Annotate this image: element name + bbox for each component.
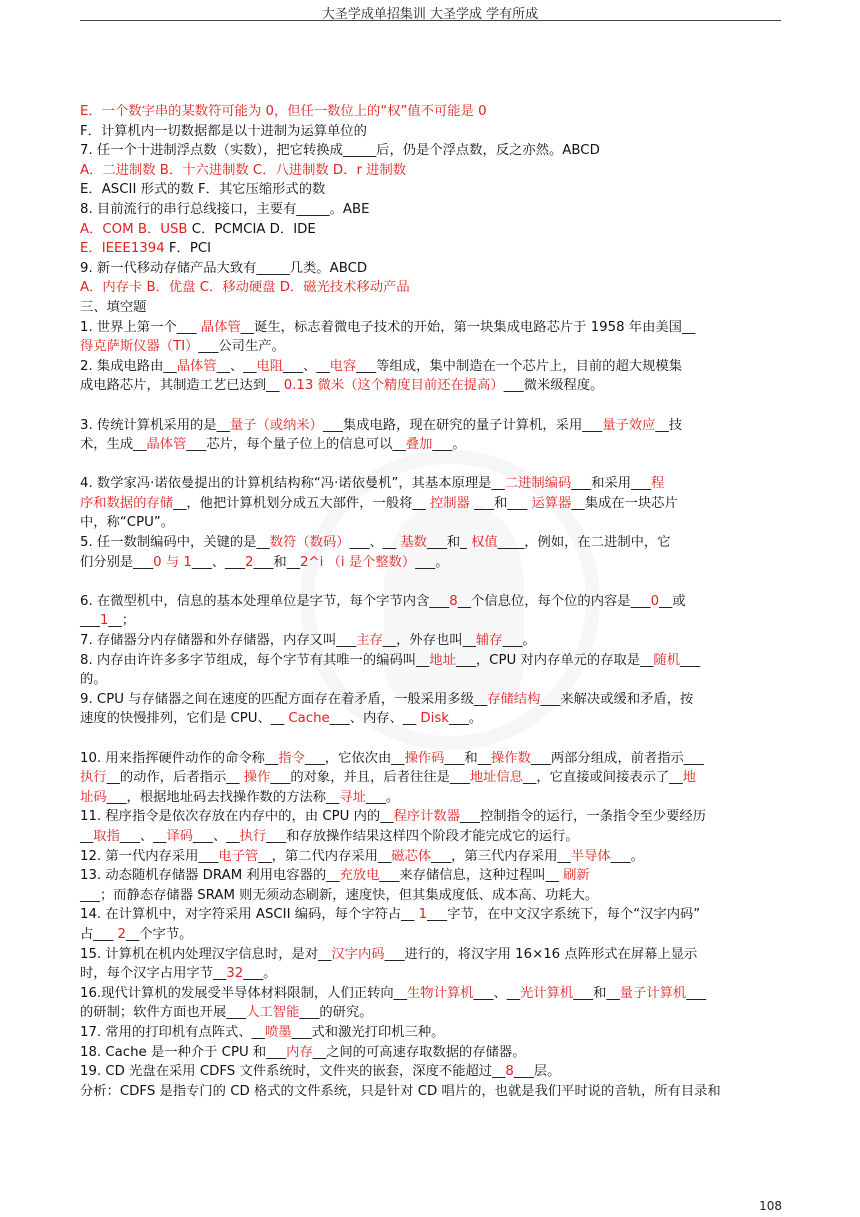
text-line [80,298,782,318]
text-line [80,847,782,867]
question-text: 中，称“CPU”。 [80,515,174,531]
question-text: ___、__ [283,358,330,374]
question-text: 们分别是___ [80,554,154,570]
answer-text: Disk [420,711,449,727]
question-text: __个字节。 [125,926,193,942]
answer-text: 得克萨斯仪器（TI） [80,339,199,355]
answer-text: 人工智能 [246,1005,300,1021]
question-text: 8. 目前流行的串行总线接口，主要有_____。ABE [80,201,370,217]
question-text: 9. CPU 与存储器之间在速度的匹配方面存在着矛盾，一般采用多级__ [80,691,488,707]
answer-text: 刷新 [563,868,590,884]
question-text: ___ [80,613,100,629]
blank-line [80,455,782,475]
answer-text: 晶体管 [176,358,217,374]
answer-text: 运算器 [531,495,572,511]
text-line [80,357,782,377]
question-text: ___两部分组成，前者指示___ [530,750,704,766]
blank-line [80,729,782,749]
answer-text: 地 [682,770,696,786]
question-text: F．计算机内一切数据都是以十进制为运算单位的 [80,123,367,139]
text-line [80,768,782,788]
answer-text: 2 [117,926,126,942]
question-text: ___，CPU 对内存单元的存取是__ [455,652,654,668]
answer-text: 磁芯体 [391,848,432,864]
question-text: __之间的可高速存取数据的存储器。 [312,1044,526,1060]
question-text: 3. 传统计算机采用的是__ [80,417,230,433]
text-line [80,259,782,279]
question-text: ___和___ [469,495,532,511]
text-line [80,592,782,612]
question-text: ___公司生产。 [198,339,285,355]
question-text: 7. 任一个十进制浮点数（实数），把它转换成_____后，仍是个浮点数，反之亦然。ABCD [80,143,600,159]
question-text: __，外存也叫__ [382,633,476,649]
question-text: ___，根据地址码去找操作数的方法称__ [106,789,340,805]
answer-text: 0.13 微米（这个精度目前还在提高） [283,378,504,394]
answer-text: 汉字内码 [331,946,385,962]
question-text: __的动作，后者指示__ [106,770,244,786]
question-text: 术，生成__ [80,437,147,453]
question-text: ___和__ [253,554,301,570]
question-text: ___。 [365,789,400,805]
text-line [80,1043,782,1063]
question-text: ___ [680,652,700,668]
question-text: 6. 在微型机中，信息的基本处理单位是字节，每个字节内含___ [80,593,450,609]
text-line [80,1082,782,1102]
answer-text: 执行 [80,770,107,786]
text-line [80,435,782,455]
question-text: ___进行的，将汉字用 16×16 点阵形式在屏幕上显示 [384,946,698,962]
question-text: ___。 [243,966,277,982]
text-line [80,122,782,142]
question-text: E．ASCII 形式的数 F．其它压缩形式的数 [80,182,326,198]
text-line [80,827,782,847]
answer-text: 电子管 [218,848,259,864]
question-text: ___的研究。 [299,1005,373,1021]
question-text: 5. 任一数制编码中，关键的是__ [80,535,270,551]
question-text: __，第二代内存采用__ [258,848,392,864]
question-text: __个信息位，每个位的内容是___ [457,593,651,609]
answer-text: 二进制编码 [504,476,572,492]
question-text: 三、填空题 [80,299,147,315]
text-line [80,749,782,769]
question-text: ___芯片，每个量子位上的信息可以__ [186,437,406,453]
question-text: 1. 世界上第一个___ [80,319,201,335]
answer-text: A．内存卡 B．优盘 C．移动硬盘 D．磁光技术移动产品 [80,280,410,296]
question-text: ___式和激光打印机三种。 [291,1024,445,1040]
question-text: 速度的快慢排列，它们是 CPU、__ [80,711,289,727]
question-text: F．PCI [168,241,212,257]
question-text: __或 [659,593,686,609]
answer-text: 1 [418,907,428,923]
answer-text: 控制器 [429,495,470,511]
answer-text: 电容 [329,358,357,374]
text-line [80,318,782,338]
answer-text: 内存 [286,1044,313,1060]
text-line [80,141,782,161]
text-line [80,553,782,573]
answer-text: 指令 [278,750,305,766]
answer-text: 数符（数码） [269,535,350,551]
question-text: 19. CD 光盘在采用 CDFS 文件系统时，文件夹的嵌套，深度不能超过__ [80,1064,506,1080]
question-text: ___字节，在中文汉字系统下，每个“汉字内码” [427,907,701,923]
answer-text: 0 [650,593,660,609]
question-text: ___、__ [193,828,240,844]
answer-text: 随机 [653,652,681,668]
answer-text: 译码 [166,828,194,844]
question-text: ___、__ [349,535,401,551]
question-text: ___ [686,985,707,1001]
question-text: 的研制；软件方面也开展___ [80,1005,247,1021]
answer-text: 光计算机 [520,985,574,1001]
text-line [80,964,782,984]
text-line [80,161,782,181]
question-text: 13. 动态随机存储器 DRAM 利用电容器的__ [80,868,340,884]
page-number: 108 [759,1199,782,1213]
header-rule [80,20,781,21]
text-line [80,102,782,122]
blank-line [80,572,782,592]
question-text: 17. 常用的打印机有点阵式、__ [80,1024,265,1040]
text-line [80,945,782,965]
answer-text: 电阻 [256,358,284,374]
question-text: ___来存储信息，这种过程叫__ [379,868,564,884]
question-text: ___层。 [513,1064,561,1080]
answer-text: A．二进制数 B．十六进制数 C．八进制数 D．r 进制数 [80,162,407,178]
question-text: ___，它依次由__ [304,750,405,766]
text-line [80,180,782,200]
question-text: ___。 [448,711,483,727]
question-text: 14. 在计算机中，对字符采用 ASCII 编码，每个字符占__ [80,907,419,923]
question-text: 2. 集成电路由__ [80,358,177,374]
text-line [80,886,782,906]
question-text: ___。 [502,633,536,649]
text-line [80,690,782,710]
question-text: __； [108,613,136,629]
text-line [80,533,782,553]
question-text: ___微米级程度。 [503,378,604,394]
question-text: ___。 [432,437,466,453]
question-text: ___和_ [426,535,472,551]
answer-text: 权值 [471,535,498,551]
text-line [80,1023,782,1043]
question-text: __ [80,828,94,844]
question-text: 占___ [80,926,118,942]
text-line [80,278,782,298]
answer-text: 操作 [243,770,271,786]
text-line [80,651,782,671]
text-line [80,474,782,494]
answer-text: 半导体 [570,848,611,864]
answer-text: 主存 [356,633,383,649]
answer-text: 充放电 [339,868,380,884]
question-text: ___和存放操作结果这样四个阶段才能完成它的运行。 [266,828,579,844]
text-line [80,416,782,436]
answer-text: 8 [505,1064,514,1080]
text-line [80,709,782,729]
question-text: 4. 数学家冯·诺依曼提出的计算机结构称“冯·诺依曼机”，其基本原理是__ [80,476,505,492]
answer-text: 叠加 [405,437,433,453]
text-line [80,984,782,1004]
question-text: ___和__ [444,750,491,766]
text-line [80,376,782,396]
text-line [80,905,782,925]
answer-text: 存储结构 [487,691,541,707]
question-text: 时，每个汉字占用字节__ [80,966,227,982]
question-text: ___集成电路，现在研究的量子计算机，采用___ [322,417,603,433]
question-text: 16.现代计算机的发展受半导体材料限制，人们正转向__ [80,985,407,1001]
answer-text: 量子计算机 [619,985,687,1001]
question-text: ___；而静态存储器 SRAM 则无须动态刷新，速度快，但其集成度低、成本高、功耗大。 [80,887,599,903]
question-text: 11. 程序指令是依次存放在内存中的，由 CPU 内的__ [80,809,394,825]
answer-text: 程 [651,476,665,492]
answer-text: Cache [288,711,330,727]
question-text: __、__ [216,358,257,374]
text-line [80,631,782,651]
answer-text: 0 与 1 [153,554,192,570]
text-line [80,788,782,808]
question-text: __技 [655,417,682,433]
document-body [80,102,782,1101]
question-text: 8. 内存由许许多多字节组成，每个字节有其唯一的编码叫__ [80,652,430,668]
question-text: C．PCMCIA D．IDE [191,221,316,237]
answer-text: 喷墨 [264,1024,292,1040]
question-text: ___、内存、__ [329,711,421,727]
answer-text: 辅存 [475,633,503,649]
answer-text: 2 [245,554,254,570]
question-text: ___、__ [119,828,167,844]
question-text: ___等组成，集中制造在一个芯片上，目前的超大规模集 [356,358,682,374]
answer-text: 基数 [400,535,427,551]
answer-text: 8 [449,593,458,609]
question-text: ____，例如，在二进制中，它 [497,535,671,551]
text-line [80,670,782,690]
question-text: ___。 [415,554,449,570]
question-text: __，它直接或间接表示了__ [523,770,683,786]
answer-text: 量子（或纳米） [229,417,323,433]
question-text: __集成在一块芯片 [571,495,678,511]
question-text: ___和__ [573,985,620,1001]
answer-text: 执行 [239,828,267,844]
question-text: 分析：CDFS 是指专门的 CD 格式的文件系统，只是针对 CD 唱片的，也就是我们平时说的音轨，所有目录和 [80,1083,721,1099]
answer-text: 寻址 [339,789,366,805]
answer-text: 操作数 [491,750,531,766]
answer-text: 生物计算机 [406,985,474,1001]
question-text: 7. 存储器分内存储器和外存储器，内存又叫___ [80,633,357,649]
answer-text: 序和数据的存储 [80,495,174,511]
answer-text: 晶体管 [146,437,187,453]
text-line [80,200,782,220]
question-text: ___和采用___ [571,476,652,492]
text-line [80,1062,782,1082]
answer-text: 址码 [80,789,107,805]
answer-text: 取指 [93,828,120,844]
text-line [80,925,782,945]
answer-text: E．一个数字串的某数符可能为 0，但任一数位上的“权”值不可能是 0 [80,104,487,119]
text-line [80,239,782,259]
answer-text: 量子效应 [602,417,656,433]
answer-text: E．IEEE1394 [80,241,169,257]
answer-text: 2^i （i 是个整数） [300,554,416,570]
text-line [80,611,782,631]
question-text: ___、___ [191,554,245,570]
text-line [80,1003,782,1023]
question-text: __诞生，标志着微电子技术的开始，第一块集成电路芯片于 1958 年由美国__ [240,319,696,335]
question-text: 的。 [80,672,107,688]
text-line [80,220,782,240]
question-text: ___。 [610,848,644,864]
question-text: 18. Cache 是一种介于 CPU 和___ [80,1044,287,1060]
answer-text: 地址信息 [469,770,524,786]
answer-text: 程序计数器 [393,809,460,825]
question-text: 10. 用来指挥硬件动作的命令称__ [80,750,279,766]
text-line [80,513,782,533]
answer-text: 1 [99,613,109,629]
page-header: 大圣学成单招集训 大圣学成 学有所成 [321,7,539,22]
question-text: ___来解决或缓和矛盾，按 [540,691,694,707]
answer-text: 32 [226,966,244,982]
question-text: 9. 新一代移动存储产品大致有_____几类。ABCD [80,260,368,276]
answer-text: 操作码 [404,750,445,766]
text-line [80,337,782,357]
text-line [80,866,782,886]
question-text: __，他把计算机划分成五大部件，一般将__ [173,495,430,511]
question-text: 成电路芯片，其制造工艺已达到__ [80,378,284,394]
question-text: 12. 第一代内存采用___ [80,848,219,864]
question-text: ___的对象，并且，后者往往是___ [270,770,470,786]
answer-text: 地址 [429,652,456,668]
question-text: ___控制指令的运行，一条指令至少要经历 [460,809,706,825]
question-text: ___、__ [473,985,521,1001]
answer-text: 晶体管 [200,319,241,335]
question-text: 15. 计算机在机内处理汉字信息时，是对__ [80,946,332,962]
text-line [80,494,782,514]
text-line [80,807,782,827]
answer-text: A．COM B．USB [80,221,192,237]
question-text: ___，第三代内存采用__ [431,848,571,864]
blank-line [80,396,782,416]
